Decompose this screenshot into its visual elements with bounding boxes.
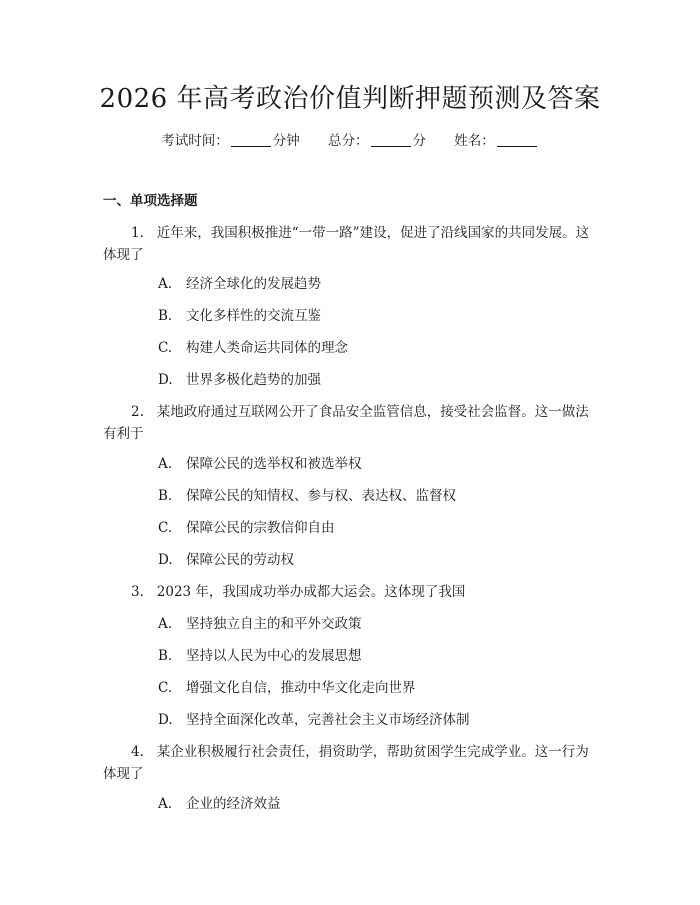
question-number: 4. — [131, 744, 144, 760]
question-1-option-b — [158, 306, 321, 326]
option-text: 坚持以人民为中心的发展思想 — [186, 648, 362, 664]
question-text: 某企业积极履行社会责任，捐资助学，帮助贫困学生完成学业。这一行为体现了 — [103, 744, 589, 782]
exam-info-line — [0, 131, 700, 151]
question-text: 2023 年，我国成功举办成都大运会。这体现了我国 — [156, 584, 466, 600]
name-blank[interactable] — [497, 132, 537, 147]
name-label: 姓名： — [454, 133, 495, 149]
question-1-option-a — [158, 274, 321, 294]
option-text: 坚持全面深化改革，完善社会主义市场经济体制 — [186, 712, 470, 728]
option-text: 文化多样性的交流互鉴 — [186, 308, 321, 324]
option-text: 保障公民的知情权、参与权、表达权、监督权 — [186, 488, 456, 504]
option-letter: B. — [158, 648, 173, 664]
option-text: 世界多极化趋势的加强 — [186, 372, 321, 388]
option-text: 保障公民的选举权和被选举权 — [186, 456, 362, 472]
question-1 — [103, 222, 601, 266]
page-title: 2026 年高考政治价值判断押题预测及答案 — [99, 84, 601, 114]
question-text: 某地政府通过互联网公开了食品安全监管信息，接受社会监督。这一做法有利于 — [103, 404, 589, 442]
exam-time-blank[interactable] — [231, 132, 271, 147]
total-score-field — [328, 131, 426, 151]
option-letter: A. — [158, 456, 173, 472]
option-letter: A. — [158, 276, 173, 292]
question-3-option-b — [158, 646, 362, 666]
option-letter: D. — [158, 372, 173, 388]
question-3-option-c — [158, 678, 416, 698]
question-text: 近年来，我国积极推进“一带一路”建设，促进了沿线国家的共同发展。这体现了 — [103, 225, 590, 263]
question-2-option-c — [158, 518, 335, 538]
question-3-option-a — [158, 614, 362, 634]
question-3 — [103, 581, 601, 603]
option-letter: D. — [158, 712, 173, 728]
question-1-option-d — [158, 370, 321, 390]
question-3-option-d — [158, 710, 470, 730]
option-letter: D. — [158, 552, 173, 568]
option-letter: A. — [158, 796, 173, 812]
name-field — [454, 131, 539, 151]
option-letter: C. — [158, 340, 173, 356]
option-text: 构建人类命运共同体的理念 — [186, 340, 348, 356]
option-text: 经济全球化的发展趋势 — [186, 276, 321, 292]
option-text: 坚持独立自主的和平外交政策 — [186, 616, 362, 632]
question-1-option-c — [158, 338, 348, 358]
option-letter: B. — [158, 308, 173, 324]
question-number: 1. — [131, 225, 144, 241]
exam-time-label: 考试时间： — [161, 133, 229, 149]
section-title: 一、单项选择题 — [103, 193, 198, 209]
option-text: 保障公民的宗教信仰自由 — [186, 520, 335, 536]
total-score-unit: 分 — [412, 133, 426, 149]
option-letter: C. — [158, 520, 173, 536]
option-letter: A. — [158, 616, 173, 632]
total-score-label: 总分： — [328, 133, 369, 149]
exam-time-field — [161, 131, 300, 151]
exam-time-unit: 分钟 — [272, 133, 300, 149]
option-letter: B. — [158, 488, 173, 504]
option-text: 保障公民的劳动权 — [186, 552, 294, 568]
question-2-option-b — [158, 486, 456, 506]
question-4-option-a — [158, 794, 281, 814]
question-2-option-d — [158, 550, 294, 570]
question-4 — [103, 741, 601, 785]
option-text: 增强文化自信，推动中华文化走向世界 — [186, 680, 416, 696]
option-letter: C. — [158, 680, 173, 696]
question-number: 3. — [131, 584, 144, 600]
question-number: 2. — [131, 404, 144, 420]
total-score-blank[interactable] — [371, 132, 411, 147]
question-2 — [103, 401, 601, 445]
question-2-option-a — [158, 454, 362, 474]
option-text: 企业的经济效益 — [186, 796, 281, 812]
